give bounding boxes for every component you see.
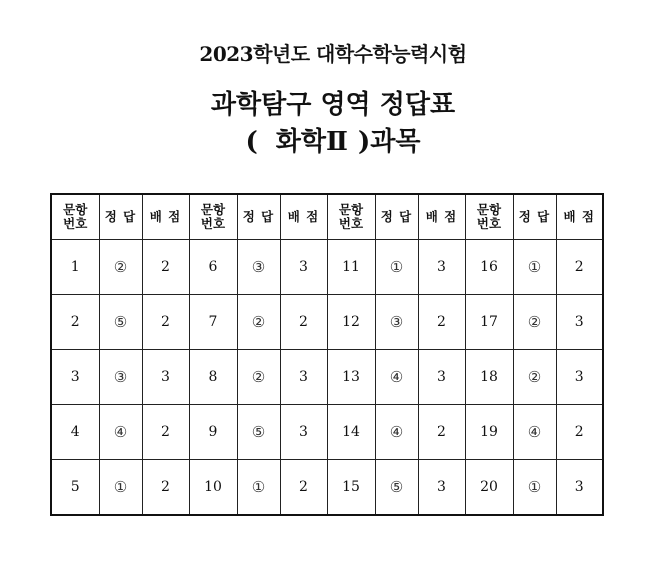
points-cell: 3: [280, 405, 327, 460]
header-answer: 정 답: [375, 194, 418, 240]
subject-title: [0, 121, 666, 158]
question-number-cell: 8: [189, 350, 237, 405]
points-cell: 2: [418, 295, 465, 350]
points-cell: 2: [142, 240, 189, 295]
question-number-cell: 3: [51, 350, 99, 405]
header-answer: 정 답: [237, 194, 280, 240]
main-title: 과학탐구 영역 정답표: [210, 90, 456, 120]
question-number-cell: 13: [327, 350, 375, 405]
points-cell: 2: [142, 460, 189, 516]
question-number-cell: 18: [465, 350, 513, 405]
question-number-cell: 7: [189, 295, 237, 350]
question-number-cell: 10: [189, 460, 237, 516]
answer-table: [50, 193, 604, 516]
answer-cell: ①: [513, 460, 556, 516]
header-question-number: [465, 194, 513, 240]
header-question-label-line1: 문항: [63, 202, 88, 217]
answer-cell: ②: [99, 240, 142, 295]
question-number-cell: 16: [465, 240, 513, 295]
points-cell: 3: [556, 460, 603, 516]
question-number-cell: 1: [51, 240, 99, 295]
points-cell: 3: [142, 350, 189, 405]
header-question-label-line1: 문항: [338, 202, 364, 217]
points-cell: 2: [418, 405, 465, 460]
answer-cell: ③: [237, 240, 280, 295]
table-row: [51, 460, 603, 516]
answer-cell: ④: [375, 405, 418, 460]
header-question-label-line1: 문항: [200, 202, 226, 217]
question-number-cell: 15: [327, 460, 375, 516]
header-question-label-line2: 번호: [476, 216, 502, 231]
subject-close: )과목: [357, 127, 421, 157]
question-number-cell: 17: [465, 295, 513, 350]
question-number-cell: 11: [327, 240, 375, 295]
header-question-number: [189, 194, 237, 240]
question-number-cell: 9: [189, 405, 237, 460]
points-cell: 2: [142, 405, 189, 460]
header-row: [51, 194, 603, 240]
answer-cell: ②: [513, 350, 556, 405]
points-cell: 3: [556, 350, 603, 405]
answer-cell: ①: [513, 240, 556, 295]
answer-cell: ③: [375, 295, 418, 350]
answer-cell: ②: [237, 350, 280, 405]
points-cell: 2: [556, 240, 603, 295]
header-question-number: [327, 194, 375, 240]
answer-cell: ④: [513, 405, 556, 460]
points-cell: 3: [280, 350, 327, 405]
answer-cell: ②: [513, 295, 556, 350]
question-number-cell: 14: [327, 405, 375, 460]
header-question-label-line2: 번호: [200, 216, 226, 231]
header-points: 배 점: [280, 194, 327, 240]
question-number-cell: 4: [51, 405, 99, 460]
header-question-number: [51, 194, 99, 240]
header-question-label-line1: 문항: [476, 202, 502, 217]
table-row: [51, 295, 603, 350]
table-row: [51, 240, 603, 295]
question-number-cell: 5: [51, 460, 99, 516]
answer-cell: ⑤: [375, 460, 418, 516]
header-points: 배 점: [556, 194, 603, 240]
points-cell: 2: [280, 460, 327, 516]
question-number-cell: 20: [465, 460, 513, 516]
answer-cell: ①: [99, 460, 142, 516]
answer-cell: ②: [237, 295, 280, 350]
points-cell: 3: [418, 240, 465, 295]
answer-cell: ①: [237, 460, 280, 516]
points-cell: 2: [142, 295, 189, 350]
exam-title: 2023학년도 대학수학능력시험: [199, 42, 467, 66]
subject-name: 화학Ⅱ: [275, 127, 348, 157]
answer-cell: ①: [375, 240, 418, 295]
question-number-cell: 12: [327, 295, 375, 350]
header-question-label-line2: 번호: [338, 216, 364, 231]
answer-body: [51, 240, 603, 516]
question-number-cell: 2: [51, 295, 99, 350]
header-answer: 정 답: [513, 194, 556, 240]
subject-open-paren: (: [245, 127, 258, 157]
answer-cell: ⑤: [99, 295, 142, 350]
answer-cell: ④: [99, 405, 142, 460]
answer-cell: ③: [99, 350, 142, 405]
header-question-label-line2: 번호: [63, 216, 88, 231]
table-row: [51, 405, 603, 460]
answer-cell: ④: [375, 350, 418, 405]
header-answer: 정 답: [99, 194, 142, 240]
points-cell: 2: [556, 405, 603, 460]
question-number-cell: 6: [189, 240, 237, 295]
points-cell: 3: [556, 295, 603, 350]
points-cell: 3: [418, 460, 465, 516]
table-row: [51, 350, 603, 405]
question-number-cell: 19: [465, 405, 513, 460]
header-points: 배 점: [418, 194, 465, 240]
answer-cell: ⑤: [237, 405, 280, 460]
header-points: 배 점: [142, 194, 189, 240]
points-cell: 3: [418, 350, 465, 405]
points-cell: 3: [280, 240, 327, 295]
points-cell: 2: [280, 295, 327, 350]
